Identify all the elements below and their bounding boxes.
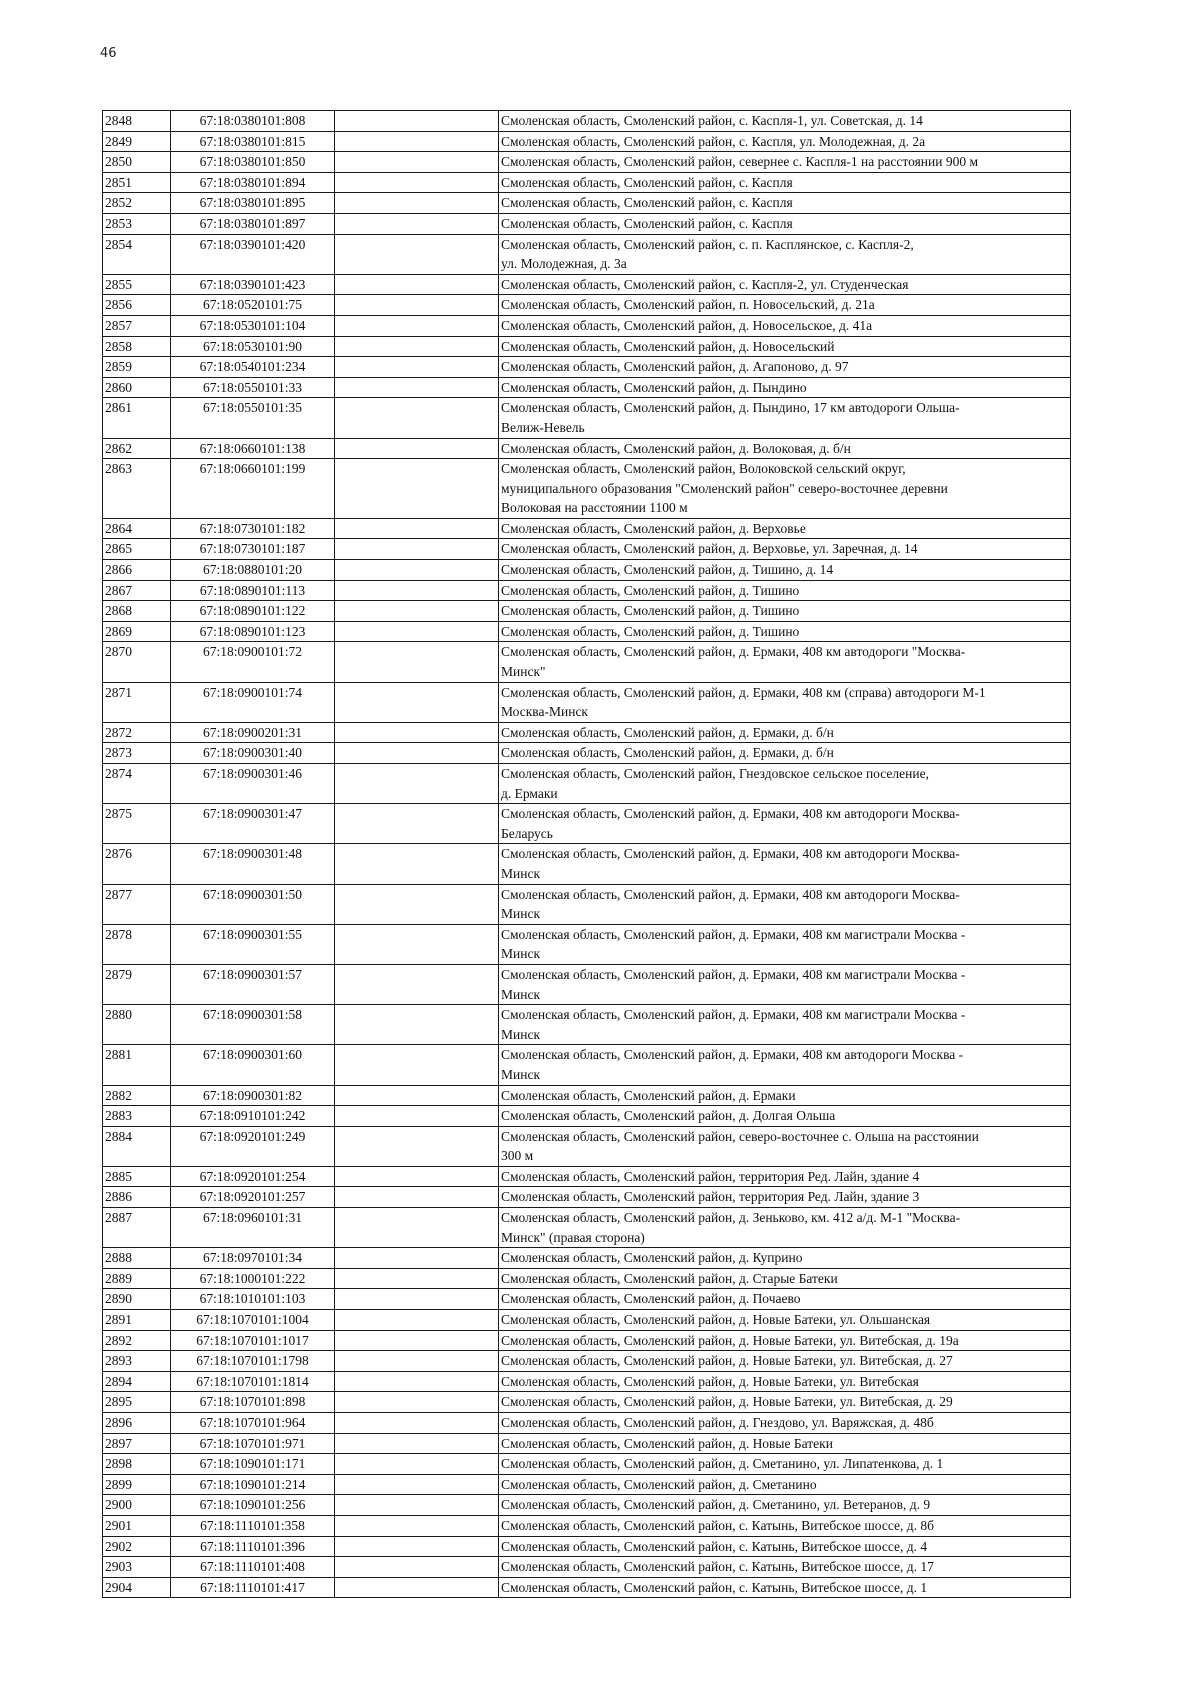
address-cell: Смоленская область, Смоленский район, д. Ермаки, 408 км автодороги Москва - Минск <box>499 1045 1071 1085</box>
row-number-cell: 2883 <box>103 1106 171 1127</box>
address-cell: Смоленская область, Смоленский район, с. Каспля <box>499 213 1071 234</box>
address-cell: Смоленская область, Смоленский район, д. Новосельский <box>499 336 1071 357</box>
row-number-cell: 2849 <box>103 131 171 152</box>
table-row <box>103 398 1071 438</box>
table-row <box>103 213 1071 234</box>
row-number-cell: 2893 <box>103 1351 171 1372</box>
address-cell: Смоленская область, Смоленский район, с. Катынь, Витебское шоссе, д. 17 <box>499 1557 1071 1578</box>
row-number-cell: 2882 <box>103 1085 171 1106</box>
table-row <box>103 193 1071 214</box>
table-row <box>103 682 1071 722</box>
empty-cell <box>335 601 499 622</box>
cadastral-number-cell: 67:18:0900301:48 <box>171 844 335 884</box>
cadastral-number-cell: 67:18:1070101:964 <box>171 1413 335 1434</box>
row-number-cell: 2879 <box>103 964 171 1004</box>
table-row <box>103 1371 1071 1392</box>
address-cell: Смоленская область, Смоленский район, д. Сметанино <box>499 1474 1071 1495</box>
row-number-cell: 2885 <box>103 1166 171 1187</box>
cadastral-number-cell: 67:18:1090101:171 <box>171 1454 335 1475</box>
table-row <box>103 1166 1071 1187</box>
cadastral-number-cell: 67:18:0660101:138 <box>171 438 335 459</box>
address-cell: Смоленская область, Смоленский район, д. Новые Батеки, ул. Витебская, д. 29 <box>499 1392 1071 1413</box>
table-row <box>103 1495 1071 1516</box>
table-row <box>103 111 1071 132</box>
cadastral-number-cell: 67:18:1110101:417 <box>171 1577 335 1598</box>
table-row <box>103 1433 1071 1454</box>
row-number-cell: 2901 <box>103 1515 171 1536</box>
empty-cell <box>335 357 499 378</box>
cadastral-number-cell: 67:18:1110101:358 <box>171 1515 335 1536</box>
cadastral-number-cell: 67:18:1090101:256 <box>171 1495 335 1516</box>
cadastral-number-cell: 67:18:1070101:1004 <box>171 1310 335 1331</box>
address-cell: Смоленская область, Смоленский район, д. Верховье <box>499 518 1071 539</box>
row-number-cell: 2850 <box>103 152 171 173</box>
cadastral-number-cell: 67:18:0550101:33 <box>171 377 335 398</box>
row-number-cell: 2903 <box>103 1557 171 1578</box>
row-number-cell: 2876 <box>103 844 171 884</box>
cadastral-number-cell: 67:18:0920101:257 <box>171 1187 335 1208</box>
row-number-cell: 2902 <box>103 1536 171 1557</box>
table-row <box>103 1126 1071 1166</box>
empty-cell <box>335 1289 499 1310</box>
table-row <box>103 560 1071 581</box>
table-row <box>103 438 1071 459</box>
address-cell: Смоленская область, Смоленский район, д. Почаево <box>499 1289 1071 1310</box>
row-number-cell: 2889 <box>103 1268 171 1289</box>
address-cell: Смоленская область, Смоленский район, д. Сметанино, ул. Липатенкова, д. 1 <box>499 1454 1071 1475</box>
row-number-cell: 2852 <box>103 193 171 214</box>
address-cell: Смоленская область, Смоленский район, д. Новые Батеки, ул. Витебская, д. 27 <box>499 1351 1071 1372</box>
empty-cell <box>335 172 499 193</box>
cadastral-number-cell: 67:18:0900301:55 <box>171 924 335 964</box>
cadastral-number-cell: 67:18:0730101:182 <box>171 518 335 539</box>
row-number-cell: 2890 <box>103 1289 171 1310</box>
cadastral-number-cell: 67:18:0660101:199 <box>171 459 335 519</box>
address-cell: Смоленская область, Смоленский район, д. Новосельское, д. 41а <box>499 315 1071 336</box>
cadastral-number-cell: 67:18:0520101:75 <box>171 295 335 316</box>
address-cell: Смоленская область, Смоленский район, д. Ермаки, 408 км магистрали Москва - Минск <box>499 964 1071 1004</box>
empty-cell <box>335 1106 499 1127</box>
cadastral-number-cell: 67:18:0880101:20 <box>171 560 335 581</box>
empty-cell <box>335 1454 499 1475</box>
address-cell: Смоленская область, Смоленский район, д. Верховье, ул. Заречная, д. 14 <box>499 539 1071 560</box>
empty-cell <box>335 1330 499 1351</box>
table-row <box>103 1474 1071 1495</box>
cadastral-number-cell: 67:18:0900301:46 <box>171 764 335 804</box>
address-cell: Смоленская область, Смоленский район, д. Куприно <box>499 1248 1071 1269</box>
empty-cell <box>335 315 499 336</box>
address-cell: Смоленская область, Смоленский район, д. Ермаки, д. б/н <box>499 743 1071 764</box>
table-row <box>103 1536 1071 1557</box>
address-cell: Смоленская область, Смоленский район, д. Старые Батеки <box>499 1268 1071 1289</box>
address-cell: Смоленская область, Смоленский район, д. Ермаки, 408 км магистрали Москва - Минск <box>499 924 1071 964</box>
cadastral-number-cell: 67:18:0900301:58 <box>171 1005 335 1045</box>
table-row <box>103 518 1071 539</box>
table-row <box>103 131 1071 152</box>
address-cell: Смоленская область, Смоленский район, с. Каспля-1, ул. Советская, д. 14 <box>499 111 1071 132</box>
cadastral-number-cell: 67:18:1000101:222 <box>171 1268 335 1289</box>
empty-cell <box>335 1310 499 1331</box>
cadastral-number-cell: 67:18:0900101:72 <box>171 642 335 682</box>
row-number-cell: 2899 <box>103 1474 171 1495</box>
table-row <box>103 1187 1071 1208</box>
table-row <box>103 601 1071 622</box>
cadastral-number-cell: 67:18:0960101:31 <box>171 1208 335 1248</box>
row-number-cell: 2897 <box>103 1433 171 1454</box>
cadastral-number-cell: 67:18:1110101:408 <box>171 1557 335 1578</box>
address-cell: Смоленская область, Смоленский район, д. Тишино, д. 14 <box>499 560 1071 581</box>
cadastral-number-cell: 67:18:1070101:1017 <box>171 1330 335 1351</box>
table-row <box>103 336 1071 357</box>
table-row <box>103 580 1071 601</box>
address-cell: Смоленская область, Смоленский район, д. Долгая Ольша <box>499 1106 1071 1127</box>
cadastral-number-cell: 67:18:0920101:249 <box>171 1126 335 1166</box>
row-number-cell: 2853 <box>103 213 171 234</box>
table-row <box>103 924 1071 964</box>
empty-cell <box>335 764 499 804</box>
cadastral-number-cell: 67:18:0380101:815 <box>171 131 335 152</box>
cadastral-number-cell: 67:18:1110101:396 <box>171 1536 335 1557</box>
empty-cell <box>335 1413 499 1434</box>
empty-cell <box>335 459 499 519</box>
cadastral-number-cell: 67:18:1090101:214 <box>171 1474 335 1495</box>
empty-cell <box>335 234 499 274</box>
empty-cell <box>335 580 499 601</box>
table-row <box>103 743 1071 764</box>
row-number-cell: 2867 <box>103 580 171 601</box>
row-number-cell: 2896 <box>103 1413 171 1434</box>
address-cell: Смоленская область, Смоленский район, Волоковской сельский округ, муниципального образования "Смоленский район" северо-восточнее деревни Волоковая на расстоянии 1100 м <box>499 459 1071 519</box>
empty-cell <box>335 1166 499 1187</box>
table-row <box>103 1310 1071 1331</box>
address-cell: Смоленская область, Смоленский район, д. Ермаки, 408 км автодороги "Москва- Минск" <box>499 642 1071 682</box>
row-number-cell: 2904 <box>103 1577 171 1598</box>
cadastral-number-cell: 67:18:0900301:57 <box>171 964 335 1004</box>
empty-cell <box>335 336 499 357</box>
empty-cell <box>335 1045 499 1085</box>
cadastral-number-cell: 67:18:0970101:34 <box>171 1248 335 1269</box>
table-row <box>103 1557 1071 1578</box>
empty-cell <box>335 1577 499 1598</box>
empty-cell <box>335 193 499 214</box>
address-cell: Смоленская область, Смоленский район, д. Ермаки, 408 км автодороги Москва- Минск <box>499 884 1071 924</box>
address-cell: Смоленская область, Смоленский район, северо-восточнее с. Ольша на расстоянии 300 м <box>499 1126 1071 1166</box>
empty-cell <box>335 1268 499 1289</box>
table-row <box>103 315 1071 336</box>
address-cell: Смоленская область, Смоленский район, с. Катынь, Витебское шоссе, д. 1 <box>499 1577 1071 1598</box>
row-number-cell: 2872 <box>103 722 171 743</box>
row-number-cell: 2868 <box>103 601 171 622</box>
empty-cell <box>335 884 499 924</box>
empty-cell <box>335 398 499 438</box>
empty-cell <box>335 924 499 964</box>
table-row <box>103 1454 1071 1475</box>
empty-cell <box>335 804 499 844</box>
row-number-cell: 2854 <box>103 234 171 274</box>
address-cell: Смоленская область, Смоленский район, с. Катынь, Витебское шоссе, д. 4 <box>499 1536 1071 1557</box>
cadastral-number-cell: 67:18:0390101:423 <box>171 274 335 295</box>
cadastral-number-cell: 67:18:0530101:104 <box>171 315 335 336</box>
row-number-cell: 2861 <box>103 398 171 438</box>
empty-cell <box>335 1208 499 1248</box>
cadastral-number-cell: 67:18:1070101:971 <box>171 1433 335 1454</box>
table-row <box>103 884 1071 924</box>
empty-cell <box>335 274 499 295</box>
empty-cell <box>335 539 499 560</box>
empty-cell <box>335 743 499 764</box>
address-cell: Смоленская область, Смоленский район, с. Каспля, ул. Молодежная, д. 2а <box>499 131 1071 152</box>
address-cell: Смоленская область, Смоленский район, д. Ермаки, 408 км магистрали Москва - Минск <box>499 1005 1071 1045</box>
row-number-cell: 2880 <box>103 1005 171 1045</box>
empty-cell <box>335 1248 499 1269</box>
row-number-cell: 2864 <box>103 518 171 539</box>
row-number-cell: 2857 <box>103 315 171 336</box>
empty-cell <box>335 1474 499 1495</box>
row-number-cell: 2900 <box>103 1495 171 1516</box>
cadastral-number-cell: 67:18:0380101:850 <box>171 152 335 173</box>
table-row <box>103 964 1071 1004</box>
address-cell: Смоленская область, Смоленский район, д. Гнездово, ул. Варяжская, д. 48б <box>499 1413 1071 1434</box>
table-row <box>103 1413 1071 1434</box>
cadastral-number-cell: 67:18:1070101:898 <box>171 1392 335 1413</box>
empty-cell <box>335 1085 499 1106</box>
address-cell: Смоленская область, Смоленский район, территория Ред. Лайн, здание 3 <box>499 1187 1071 1208</box>
address-cell: Смоленская область, Смоленский район, с. Каспля <box>499 193 1071 214</box>
address-cell: Смоленская область, Смоленский район, с. Катынь, Витебское шоссе, д. 8б <box>499 1515 1071 1536</box>
table-row <box>103 1085 1071 1106</box>
row-number-cell: 2866 <box>103 560 171 581</box>
page-number: 46 <box>100 46 117 61</box>
empty-cell <box>335 438 499 459</box>
empty-cell <box>335 844 499 884</box>
table-row <box>103 804 1071 844</box>
row-number-cell: 2865 <box>103 539 171 560</box>
row-number-cell: 2858 <box>103 336 171 357</box>
cadastral-number-cell: 67:18:0890101:113 <box>171 580 335 601</box>
table-row <box>103 1208 1071 1248</box>
address-cell: Смоленская область, Смоленский район, д. Новые Батеки, ул. Витебская <box>499 1371 1071 1392</box>
empty-cell <box>335 1371 499 1392</box>
table-row <box>103 844 1071 884</box>
empty-cell <box>335 722 499 743</box>
row-number-cell: 2884 <box>103 1126 171 1166</box>
cadastral-number-cell: 67:18:0390101:420 <box>171 234 335 274</box>
row-number-cell: 2859 <box>103 357 171 378</box>
empty-cell <box>335 131 499 152</box>
address-cell: Смоленская область, Смоленский район, п. Новосельский, д. 21а <box>499 295 1071 316</box>
row-number-cell: 2851 <box>103 172 171 193</box>
empty-cell <box>335 111 499 132</box>
address-cell: Смоленская область, Смоленский район, д. Сметанино, ул. Ветеранов, д. 9 <box>499 1495 1071 1516</box>
row-number-cell: 2860 <box>103 377 171 398</box>
empty-cell <box>335 1351 499 1372</box>
empty-cell <box>335 1536 499 1557</box>
address-cell: Смоленская область, Смоленский район, д. Новые Батеки <box>499 1433 1071 1454</box>
table-row <box>103 1045 1071 1085</box>
empty-cell <box>335 213 499 234</box>
cadastral-number-cell: 67:18:0380101:895 <box>171 193 335 214</box>
empty-cell <box>335 1557 499 1578</box>
cadastral-number-cell: 67:18:0540101:234 <box>171 357 335 378</box>
address-cell: Смоленская область, Смоленский район, д. Новые Батеки, ул. Витебская, д. 19а <box>499 1330 1071 1351</box>
empty-cell <box>335 152 499 173</box>
row-number-cell: 2856 <box>103 295 171 316</box>
row-number-cell: 2894 <box>103 1371 171 1392</box>
row-number-cell: 2888 <box>103 1248 171 1269</box>
row-number-cell: 2863 <box>103 459 171 519</box>
address-cell: Смоленская область, Смоленский район, с. Каспля-2, ул. Студенческая <box>499 274 1071 295</box>
address-cell: Смоленская область, Смоленский район, с. п. Касплянское, с. Каспля-2, ул. Молодежная, д. 3а <box>499 234 1071 274</box>
table-row <box>103 459 1071 519</box>
address-cell: Смоленская область, Смоленский район, д. Зеньково, км. 412 а/д. М-1 "Москва- Минск" (правая сторона) <box>499 1208 1071 1248</box>
address-cell: Смоленская область, Смоленский район, д. Ермаки, 408 км автодороги Москва- Беларусь <box>499 804 1071 844</box>
table-row <box>103 1351 1071 1372</box>
cadastral-number-cell: 67:18:0530101:90 <box>171 336 335 357</box>
row-number-cell: 2878 <box>103 924 171 964</box>
empty-cell <box>335 1187 499 1208</box>
cadastral-number-cell: 67:18:0380101:894 <box>171 172 335 193</box>
address-cell: Смоленская область, Смоленский район, с. Каспля <box>499 172 1071 193</box>
cadastral-number-cell: 67:18:0890101:123 <box>171 621 335 642</box>
address-cell: Смоленская область, Смоленский район, д. Пындино, 17 км автодороги Ольша- Велиж-Невель <box>499 398 1071 438</box>
empty-cell <box>335 642 499 682</box>
cadastral-number-cell: 67:18:0900301:50 <box>171 884 335 924</box>
table-row <box>103 1005 1071 1045</box>
cadastral-number-cell: 67:18:1070101:1814 <box>171 1371 335 1392</box>
empty-cell <box>335 1495 499 1516</box>
empty-cell <box>335 1433 499 1454</box>
empty-cell <box>335 377 499 398</box>
address-cell: Смоленская область, Смоленский район, севернее с. Каспля-1 на расстоянии 900 м <box>499 152 1071 173</box>
cadastral-number-cell: 67:18:0890101:122 <box>171 601 335 622</box>
empty-cell <box>335 295 499 316</box>
cadastral-number-cell: 67:18:0910101:242 <box>171 1106 335 1127</box>
row-number-cell: 2874 <box>103 764 171 804</box>
address-cell: Смоленская область, Смоленский район, Гнездовское сельское поселение, д. Ермаки <box>499 764 1071 804</box>
cadastral-number-cell: 67:18:0380101:808 <box>171 111 335 132</box>
empty-cell <box>335 964 499 1004</box>
table-row <box>103 274 1071 295</box>
table-row <box>103 1330 1071 1351</box>
cadastral-number-cell: 67:18:0900301:40 <box>171 743 335 764</box>
cadastral-number-cell: 67:18:0900101:74 <box>171 682 335 722</box>
cadastral-number-cell: 67:18:0920101:254 <box>171 1166 335 1187</box>
address-cell: Смоленская область, Смоленский район, д. Тишино <box>499 621 1071 642</box>
table-row <box>103 377 1071 398</box>
table-row <box>103 1248 1071 1269</box>
table-row <box>103 357 1071 378</box>
cadastral-number-cell: 67:18:0900301:82 <box>171 1085 335 1106</box>
cadastral-number-cell: 67:18:0900301:60 <box>171 1045 335 1085</box>
row-number-cell: 2870 <box>103 642 171 682</box>
row-number-cell: 2898 <box>103 1454 171 1475</box>
cadastral-number-cell: 67:18:1010101:103 <box>171 1289 335 1310</box>
row-number-cell: 2886 <box>103 1187 171 1208</box>
table-row <box>103 172 1071 193</box>
row-number-cell: 2891 <box>103 1310 171 1331</box>
address-cell: Смоленская область, Смоленский район, д. Ермаки, 408 км автодороги Москва- Минск <box>499 844 1071 884</box>
address-cell: Смоленская область, Смоленский район, д. Пындино <box>499 377 1071 398</box>
row-number-cell: 2848 <box>103 111 171 132</box>
empty-cell <box>335 1126 499 1166</box>
address-cell: Смоленская область, Смоленский район, д. Тишино <box>499 580 1071 601</box>
empty-cell <box>335 1515 499 1536</box>
table-row <box>103 621 1071 642</box>
registry-rows <box>103 111 1071 1598</box>
row-number-cell: 2875 <box>103 804 171 844</box>
row-number-cell: 2887 <box>103 1208 171 1248</box>
address-cell: Смоленская область, Смоленский район, д. Агапоново, д. 97 <box>499 357 1071 378</box>
empty-cell <box>335 560 499 581</box>
registry-table <box>102 110 1071 1598</box>
row-number-cell: 2873 <box>103 743 171 764</box>
row-number-cell: 2862 <box>103 438 171 459</box>
address-cell: Смоленская область, Смоленский район, территория Ред. Лайн, здание 4 <box>499 1166 1071 1187</box>
cadastral-number-cell: 67:18:0900301:47 <box>171 804 335 844</box>
address-cell: Смоленская область, Смоленский район, д. Волоковая, д. б/н <box>499 438 1071 459</box>
table-row <box>103 1515 1071 1536</box>
address-cell: Смоленская область, Смоленский район, д. Ермаки, д. б/н <box>499 722 1071 743</box>
table-row <box>103 1268 1071 1289</box>
row-number-cell: 2855 <box>103 274 171 295</box>
row-number-cell: 2877 <box>103 884 171 924</box>
row-number-cell: 2895 <box>103 1392 171 1413</box>
table-row <box>103 722 1071 743</box>
table-row <box>103 642 1071 682</box>
cadastral-number-cell: 67:18:0380101:897 <box>171 213 335 234</box>
table-row <box>103 295 1071 316</box>
empty-cell <box>335 1392 499 1413</box>
table-row <box>103 1289 1071 1310</box>
cadastral-number-cell: 67:18:1070101:1798 <box>171 1351 335 1372</box>
empty-cell <box>335 621 499 642</box>
table-row <box>103 1392 1071 1413</box>
row-number-cell: 2881 <box>103 1045 171 1085</box>
cadastral-number-cell: 67:18:0730101:187 <box>171 539 335 560</box>
address-cell: Смоленская область, Смоленский район, д. Ермаки, 408 км (справа) автодороги М-1 Москва-Минск <box>499 682 1071 722</box>
table-row <box>103 234 1071 274</box>
empty-cell <box>335 1005 499 1045</box>
table-row <box>103 1106 1071 1127</box>
table-row <box>103 539 1071 560</box>
empty-cell <box>335 682 499 722</box>
address-cell: Смоленская область, Смоленский район, д. Новые Батеки, ул. Ольшанская <box>499 1310 1071 1331</box>
row-number-cell: 2892 <box>103 1330 171 1351</box>
address-cell: Смоленская область, Смоленский район, д. Тишино <box>499 601 1071 622</box>
address-cell: Смоленская область, Смоленский район, д. Ермаки <box>499 1085 1071 1106</box>
table-row <box>103 152 1071 173</box>
row-number-cell: 2869 <box>103 621 171 642</box>
cadastral-number-cell: 67:18:0900201:31 <box>171 722 335 743</box>
row-number-cell: 2871 <box>103 682 171 722</box>
table-row <box>103 1577 1071 1598</box>
table-row <box>103 764 1071 804</box>
cadastral-number-cell: 67:18:0550101:35 <box>171 398 335 438</box>
empty-cell <box>335 518 499 539</box>
